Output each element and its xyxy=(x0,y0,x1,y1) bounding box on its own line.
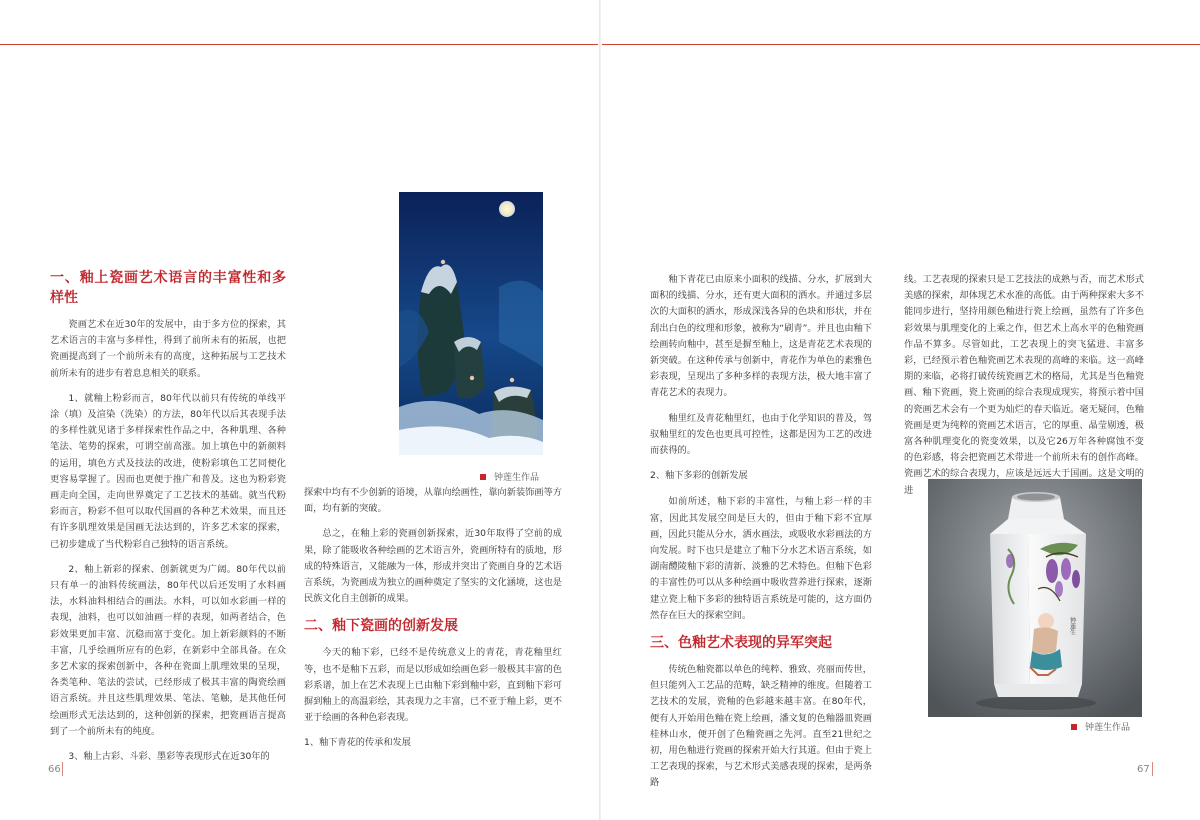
vase-caption xyxy=(1071,720,1130,733)
paragraph: 2、釉上新彩的探索、创新就更为广阔。80年代以前只有单一的油料传统画法，80年代以后还发明了水料画法，水料油料相结合的画法。水料，可以如水彩画一样的表现，油料，也可以如油画一样的表现，如两者结合，色彩效果更加丰富、沉稳而富于变化。加上新彩颜料的不断丰富，几乎绘画所应有的色彩，在新彩中全部具备。在众多艺术家的探索创新中，各种在瓷面上肌理效果的呈现，各类笔种、笔法的尝试，已经形成了极其丰富的陶瓷绘画语言系统。并且这些肌理效果、笔法、笔触，是其他任何绘画形式无法达到的，这种创新的探索，把瓷画语言提高到了一个前所未有的纯度。 xyxy=(50,563,286,737)
paragraph: 线。工艺表现的探索只是工艺技法的成熟与否，而艺术形式美感的探索，却体现艺术水准的高低。由于两种探索大多不能同步进行，坚持用颜色釉进行瓷上绘画，虽然有了许多色彩效果与肌理变化的上乘之作，但艺术上高水平的色釉瓷画作品不算多。尽管如此，工艺表现上的突飞猛进、丰富多彩，已经预示着色釉瓷画艺术表现的高峰的来临。这一高峰期的来临，必将打破传统瓷画艺术的格局，尤其是当色釉瓷画、釉下瓷画，瓷上瓷画的综合表现成现实，将预示着中国的瓷画艺术会有一个更为灿烂的春天临近。毫无疑问，色釉瓷画是更为纯粹的瓷画艺术语言，它的厚重、晶莹剔透，极富各种肌理变化的瓷变效果，以及它26万年各种腐蚀不变的色彩感，将会把瓷画艺术带进一个前所未有的创作高峰。瓷画艺术的综合表现力，应该是远远大于国画。这是文明的进 xyxy=(904,274,1144,496)
painting-caption xyxy=(480,470,539,483)
paragraph: 探索中均有不少创新的语境，从靠向绘画性，靠向新装饰画等方面，均有新的突破。 xyxy=(304,487,562,515)
section-heading-1: 一、釉上瓷画艺术语言的丰富性和多样性 xyxy=(50,270,286,306)
subheading: 2、釉下多彩的创新发展 xyxy=(650,470,748,482)
subheading: 1、釉下青花的传承和发展 xyxy=(304,737,411,749)
paragraph: 釉下青花已由原来小面积的线描、分水，扩展到大面积的线描、分水，还有更大面积的洒水。并通过多层次的大面积的洒水，形成深浅各异的色块和形状，并在刮出白色的纹理和形象，被称为“刷青”。并且也由釉下绘画转向釉中，甚至是摒至釉上，这是青花艺术表现的新突破。在这种传承与创新中，青花作为单色的素雅色彩表现，呈现出了多种多样的表现方法，极大地丰富了青花艺术的表现力。 xyxy=(650,274,872,399)
left-page-number: 66 xyxy=(48,764,61,775)
left-column-1 xyxy=(50,268,286,774)
caption-marker xyxy=(480,474,486,480)
paragraph: 1、就釉上粉彩而言，80年代以前只有传统的单线平涂（填）及渲染（洗染）的方法，80年代以后其表现手法的多样性就见诸于多样探索性作品之中，各种肌理、各种笔法、笔势的探索，可谓空前高涨。加上填色中的新颜料的运用，填色方式及技法的改进，使粉彩填色工艺同便化更容易掌握了。因而也更便于推广和普及。这也为粉彩瓷画走向全国，走向世界奠定了工艺技术的基础。就当代粉彩而言，粉彩不但可以取代国画的各种艺术效果，而且还有许多肌理效果是国画无法达到的，许多艺术家的探索，已初步建成了当代粉彩自己独特的语言系统。 xyxy=(50,392,286,550)
vase-inscription: 钟莲生 xyxy=(1068,617,1076,635)
left-page-number-bar xyxy=(62,762,63,776)
paragraph: 总之，在釉上彩的瓷画创新探索，近30年取得了空前的成果，除了能吸收各种绘画的艺术语言外，瓷画所特有的质地，形成的特殊语言，又能融为一体，形成并突出了瓷画自身的艺术语言系统，为瓷画成为独立的画种奠定了坚实的文化涵境，这也是民族文化自主创新的成果。 xyxy=(304,528,562,605)
landscape-painting-art xyxy=(399,192,543,455)
paragraph: 如前所述，釉下彩的丰富性，与釉上彩一样的丰富，因此其发展空间是巨大的，但由于釉下彩不宜厚画，因此只能从分水，洒水画法，或吸收水彩画法的方向发展。时下也只是建立了釉下分水艺术语言系统，如湖南醴陵釉下彩的清新、淡雅的艺术特色。但釉下色彩的丰富性仍可以从多种绘画中吸收营养进行探索，逐渐建立瓷上釉下多彩的独特语言系统是可能的，这方面仍然存在巨大的探索空间。 xyxy=(650,496,872,621)
porcelain-vase-photo xyxy=(928,479,1142,717)
paragraph: 今天的釉下彩，已经不是传统意义上的青花，青花釉里红等，也不是釉下五彩，而是以形成如绘画色彩一般极其丰富的色彩系谱，加上在艺术表现上已由釉下彩到釉中彩，直到釉下彩可摒到釉上的高温彩绘，其表现力之丰富，已不亚于釉上彩，更不亚于绘画的各种色彩表现。 xyxy=(304,647,562,724)
porcelain-vase-art xyxy=(928,479,1142,717)
paragraph: 瓷画艺术在近30年的发展中，由于多方位的探索，其艺术语言的丰富与多样性，得到了前所未有的拓展，也把瓷画提高到了一个前所未有的高度，这种拓展与工艺技术前所未有的进步有着息息相关的联系。 xyxy=(50,319,286,379)
right-column-1 xyxy=(650,272,872,801)
left-column-2 xyxy=(304,485,562,762)
right-column-2 xyxy=(904,272,1144,508)
caption-text: 钟莲生作品 xyxy=(494,473,540,483)
paragraph: 传统色釉瓷都以单色的纯粹、雅致、亮丽而传世，但只能列入工艺品的范畴，缺乏精神的维度。但随着工艺技术的发展，瓷釉的色彩越来越丰富。在80年代，便有人开始用色釉在瓷上绘画，潘文复的色釉器皿瓷画桂林山水，便开创了色釉瓷画之先河。直至21世纪之初，用色釉进行瓷画的探索开始大行其道。但由于瓷上工艺表现的探索，与艺术形式美感表现的探索，是两条路 xyxy=(650,664,872,789)
right-page-number-bar xyxy=(1152,762,1153,776)
paragraph: 釉里红及青花釉里红，也由于化学知识的普及，驾驭釉里红的发色也更具可控性，这都是因为工艺的改进而获得的。 xyxy=(650,412,872,457)
left-header-rule xyxy=(0,44,598,45)
section-heading-3: 三、色釉艺术表现的异军突起 xyxy=(650,635,832,652)
right-page-number: 67 xyxy=(1137,764,1150,775)
caption-marker xyxy=(1071,724,1077,730)
paragraph: 3、釉上古彩、斗彩、墨彩等表现形式在近30年的 xyxy=(68,751,270,763)
page-spine xyxy=(599,0,601,820)
caption-text: 钟莲生作品 xyxy=(1085,723,1131,733)
landscape-painting xyxy=(399,192,543,455)
section-heading-2: 二、釉下瓷画的创新发展 xyxy=(304,618,458,635)
right-header-rule xyxy=(602,44,1200,45)
